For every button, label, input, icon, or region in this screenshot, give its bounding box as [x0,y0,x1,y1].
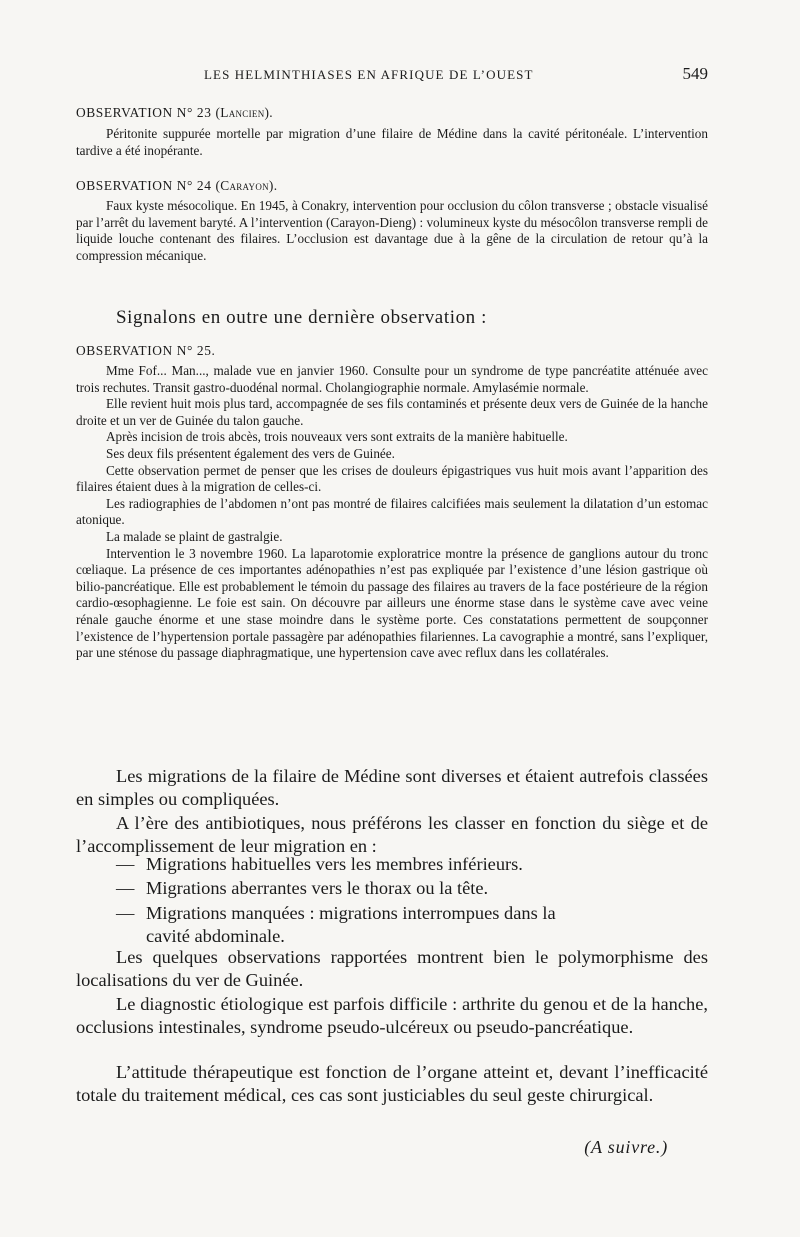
obs25-paragraph: Cette observation permet de penser que les crises de douleurs épigastriques vus huit mois avant l’apparition des filaires étaient dues à la migration de celles-ci. [76,462,708,495]
obs25-paragraph: La malade se plaint de gastralgie. [106,528,283,544]
running-head [76,64,708,87]
observation-25-text [76,363,708,662]
discussion-paragraph-3: Les quelques observations rapportées montrent bien le polymorphisme des localisations du ver de Guinée. [76,947,708,991]
running-title: LES HELMINTHIASES EN AFRIQUE DE L’OUEST [204,67,534,82]
list-item: — Migrations aberrantes vers le thorax ou la tête. [116,877,708,900]
observation-24-text: Faux kyste mésocolique. En 1945, à Conakry, intervention pour occlusion du côlon transverse ; obstacle visualisé par l’arrêt du lavement baryté. A l’intervention (Carayon-Dieng) : volumineux kyste du mésocôlon transverse rempli de liquide louche contenant des filaires. L’occlusion est davantage due à la gêne de la circulation de retour qu’à la compression mécanique. [76,198,708,263]
obs25-paragraph: Intervention le 3 novembre 1960. La laparotomie exploratrice montre la présence de ganglions autour du tronc cœliaque. La présence de ces importantes adénopathies n’est pas expliquée par l’existence d’une lésion gastrique où bilio-pancréatique. Elle est probablement le témoin du passage des filaires au travers de la face postérieure de la région cardio-œsophagienne. Le foie est sain. On découvre par ailleurs une énorme stase dans le système cave avec veine rénale gauche énorme et une stase moindre dans le système porte. Ces constatations permettent de soupçonner l’existence de l’hypertension portale passagère par adénopathies filariennes. La cavographie a montré, sans l’expliquer, par une sténose du passage diaphragmatique, une hypertension cave avec reflux dans les collatérales. [76,545,708,661]
discussion-paragraph-1: Les migrations de la filaire de Médine sont diverses et étaient autrefois classées en simples ou compliquées. [76,766,708,810]
discussion-paragraph-2: A l’ère des antibiotiques, nous préférons les classer en fonction du siège et de l’accomplissement de leur migration en : [76,813,708,857]
obs25-paragraph: Ses deux fils présentent également des vers de Guinée. [106,445,395,461]
list-dash: — [116,903,135,923]
observation-25-label: OBSERVATION N° 25. [76,343,216,358]
list-item: — Migrations habituelles vers les membres inférieurs. [116,853,708,876]
observation-24-heading [76,178,708,194]
obs25-paragraph: Après incision de trois abcès, trois nouveaux vers sont extraits de la manière habituelle. [106,429,568,445]
obs25-paragraph: Mme Fof... Man..., malade vue en janvier 1960. Consulte pour un syndrome de type pancréatite atténuée avec trois rechutes. Transit gastro-duodénal normal. Cholangiographie normale. Amylasémie normale. [76,363,708,395]
observation-23-heading [76,105,708,121]
page-number: 549 [682,64,708,83]
discussion-paragraph-5: L’attitude thérapeutique est fonction de l’organe atteint et, devant l’inefficacité totale du traitement médical, ces cas sont justiciables du seul geste chirurgical. [76,1062,708,1106]
observation-23-author: (Lancien). [215,105,273,120]
discussion-paragraph-4: Le diagnostic étiologique est parfois difficile : arthrite du genou et de la hanche, occlusions intestinales, syndrome pseudo-ulcéreux ou pseudo-pancréatique. [76,994,708,1038]
observation-23-label: OBSERVATION N° 23 [76,105,212,120]
list-dash: — [116,878,135,898]
obs25-paragraph: Les radiographies de l’abdomen n’ont pas montré de filaires calcifiées mais seulement la dilatation d’un estomac atonique. [76,495,708,528]
observation-24-author: (Carayon). [215,178,278,193]
list-dash: — [116,854,135,874]
observation-23-text: Péritonite suppurée mortelle par migration d’une filaire de Médine dans la cavité péritonéale. L’intervention tardive a été inopérante. [76,126,708,158]
observation-25-heading [76,343,708,359]
obs25-paragraph: Elle revient huit mois plus tard, accompagnée de ses fils contaminés et présente deux vers de Guinée de la hanche droite et un ver de Guinée du talon gauche. [76,396,708,428]
observation-24-label: OBSERVATION N° 24 [76,178,212,193]
list-item: — Migrations manquées : migrations interrompues dans la cavité abdominale. [116,903,556,947]
section-intro: Signalons en outre une dernière observation : [116,307,488,328]
to-be-continued: (A suivre.) [584,1137,668,1157]
